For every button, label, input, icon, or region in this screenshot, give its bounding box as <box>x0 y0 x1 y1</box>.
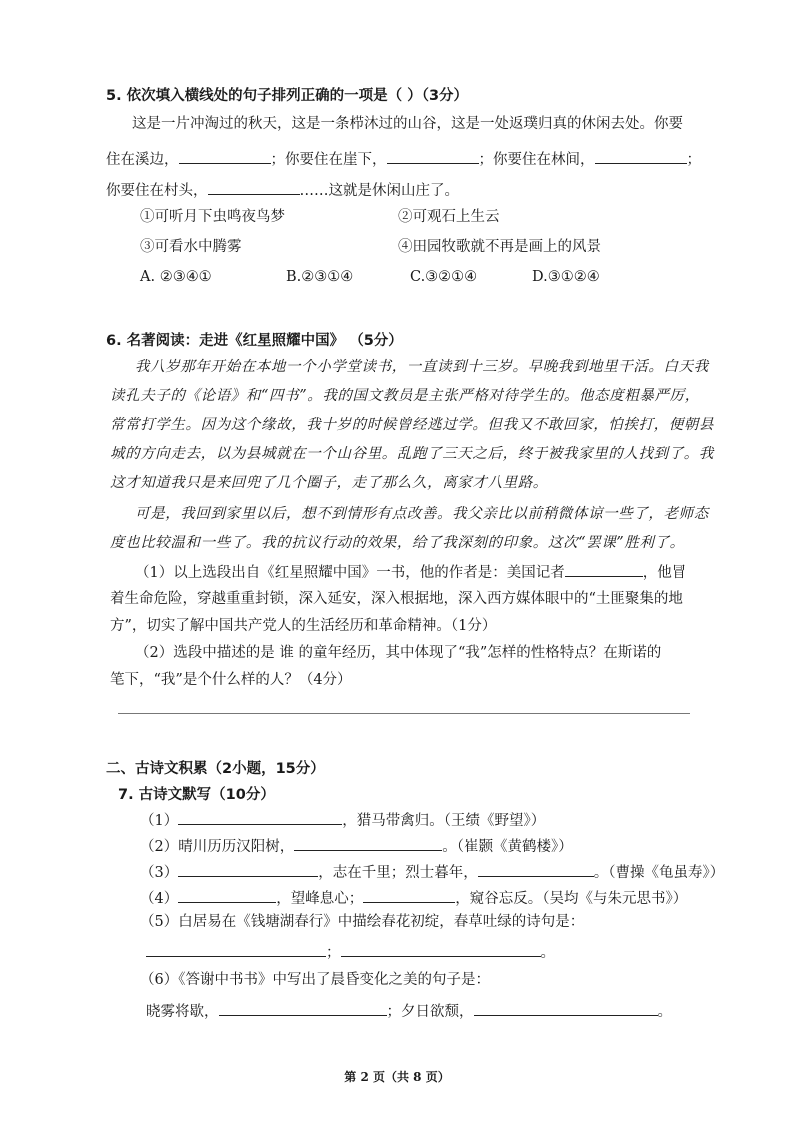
q6-passage-line: 读孔夫子的《论语》和“四书”。我的国文教员是主张严格对待学生的。他态度粗暴严厉， <box>110 388 700 404</box>
q7-line-5-blanks <box>146 942 555 961</box>
q5-line2-text-d: ； <box>686 152 701 168</box>
answer-blank[interactable] <box>341 942 541 957</box>
q6-sub1-line <box>135 562 686 581</box>
q5-choice-d[interactable]: D.③①②④ <box>532 269 600 285</box>
q5-line2-text-b: ；你要住在崖下， <box>270 152 387 168</box>
section2-title: 二、古诗文积累（2小题，15分） <box>106 761 325 777</box>
answer-blank[interactable] <box>363 888 455 903</box>
q5-option-1: ①可听月下虫鸣夜鸟梦 <box>140 209 285 225</box>
q5-line2-text-c: ；你要住在林间， <box>478 152 595 168</box>
q5-option-4: ④田园牧歌就不再是画上的风景 <box>398 239 601 255</box>
q7-l3-text-b: ，志在千里；烈士暮年， <box>318 865 478 881</box>
answer-blank[interactable] <box>208 180 300 195</box>
q5-line3 <box>106 180 459 199</box>
q5-choice-a[interactable]: A. ②③④① <box>140 269 212 285</box>
q7-l1-text-b: ，猎马带禽归。（王绩《野望》） <box>342 813 546 829</box>
answer-blank[interactable] <box>178 888 276 903</box>
q7-l5-sep: ； <box>326 945 341 961</box>
q7-line-6-blanks <box>146 1001 672 1020</box>
q5-choice-c[interactable]: C.③②①④ <box>410 269 478 285</box>
q6-sub2-line: （2）选段中描述的是 谁 的童年经历，其中体现了“我”怎样的性格特点？在斯诺的 <box>135 645 662 661</box>
q7-line-6: （6）《答谢中书书》中写出了晨昏变化之美的句子是： <box>140 972 490 988</box>
q5-line2-text-a: 住在溪边， <box>106 152 179 168</box>
q5-title: 5. 依次填入横线处的句子排列正确的一项是（ ）（3分） <box>106 88 469 104</box>
q7-l3-text-a: （3） <box>140 865 179 881</box>
q6-passage-line: 城的方向走去，以为县城就在一个山谷里。乱跑了三天之后，终于被我家里的人找到了。我 <box>110 446 714 462</box>
answer-blank[interactable] <box>595 149 687 164</box>
q6-passage-line: 可是，我回到家里以后，想不到情形有点改善。我父亲比以前稍微体谅一些了，老师态 <box>135 506 709 522</box>
q7-l6-text-b: ；夕日欲颓， <box>386 1004 474 1020</box>
q6-sub1-line: 方”，切实了解中国共产党人的生活经历和革命精神。（1分） <box>110 618 497 634</box>
q7-title: 7. 古诗文默写（10分） <box>118 787 275 803</box>
q7-line-2 <box>140 836 573 855</box>
q7-l4-text-a: （4） <box>140 891 179 907</box>
q5-option-3: ③可看水中腾雾 <box>140 239 242 255</box>
answer-blank[interactable] <box>565 562 643 577</box>
q7-l1-text-a: （1） <box>140 813 179 829</box>
q7-line-5: （5）白居易在《钱塘湖春行》中描绘春花初绽，春草吐绿的诗句是： <box>140 914 585 930</box>
q6-passage-line: 常常打学生。因为这个缘故，我十岁的时候曾经逃过学。但我又不敢回家，怕挨打，便朝县 <box>110 417 714 433</box>
q7-l2-text-a: （2）晴川历历汉阳树， <box>140 839 295 855</box>
q7-l2-text-b: 。（崔颢《黄鹤楼》） <box>442 839 573 855</box>
q7-line-1 <box>140 810 545 829</box>
q5-line3-text-b: ……这就是休闲山庄了。 <box>299 183 459 199</box>
q7-l6-text-a: 晓雾将歇， <box>146 1004 219 1020</box>
answer-blank[interactable] <box>478 862 594 877</box>
q6-sub1-line: 着生命危险，穿越重重封锁，深入延安，深入根据地，深入西方媒体眼中的“土匪聚集的地 <box>110 591 683 607</box>
answer-line[interactable] <box>118 713 690 714</box>
q6-passage-line: 度也比较温和一些了。我的抗议行动的效果，给了我深刻的印象。这次“罢课”胜利了。 <box>110 535 685 551</box>
answer-blank[interactable] <box>387 149 479 164</box>
q5-option-2: ②可观石上生云 <box>398 209 500 225</box>
q7-l3-text-c: 。（曹操《龟虽寿》） <box>593 865 725 881</box>
q6-passage-line: 这才知道我只是来回兜了几个圈子，走了那么久，离家才八里路。 <box>110 475 548 491</box>
answer-blank[interactable] <box>178 862 318 877</box>
q5-line2 <box>106 149 701 168</box>
q6-sub2-line: 笔下，“我”是个什么样的人？（4分） <box>110 672 352 688</box>
q7-l5-end: 。 <box>540 945 555 961</box>
q5-line3-text-a: 你要住在村头， <box>106 183 208 199</box>
answer-blank[interactable] <box>179 149 271 164</box>
answer-blank[interactable] <box>146 942 326 957</box>
q6-title: 6. 名著阅读：走进《红星照耀中国》 （5分） <box>106 333 403 349</box>
answer-blank[interactable] <box>294 836 442 851</box>
q7-line-4 <box>140 888 687 907</box>
q7-l6-text-c: 。 <box>657 1004 672 1020</box>
q7-line-3 <box>140 862 724 881</box>
q7-l4-text-c: ，窥谷忘反。（吴均《与朱元思书》） <box>455 891 688 907</box>
q6-sub1-text-b: ，他冒 <box>642 565 687 581</box>
answer-blank[interactable] <box>219 1001 387 1016</box>
q7-l4-text-b: ，望峰息心； <box>276 891 364 907</box>
answer-blank[interactable] <box>178 810 342 825</box>
q6-sub1-text-a: （1）以上选段出自《红星照耀中国》一书，他的作者是：美国记者 <box>135 565 565 581</box>
q6-passage-line: 我八岁那年开始在本地一个小学堂读书，一直读到十三岁。早晚我到地里干活。白天我 <box>135 359 709 375</box>
q5-line1: 这是一片冲淘过的秋天，这是一条栉沐过的山谷，这是一处返璞归真的休闲去处。你要 <box>132 116 683 132</box>
answer-blank[interactable] <box>474 1001 658 1016</box>
page-number: 第 2 页（共 8 页） <box>344 1070 450 1084</box>
q5-choice-b[interactable]: B.②③①④ <box>286 269 354 285</box>
